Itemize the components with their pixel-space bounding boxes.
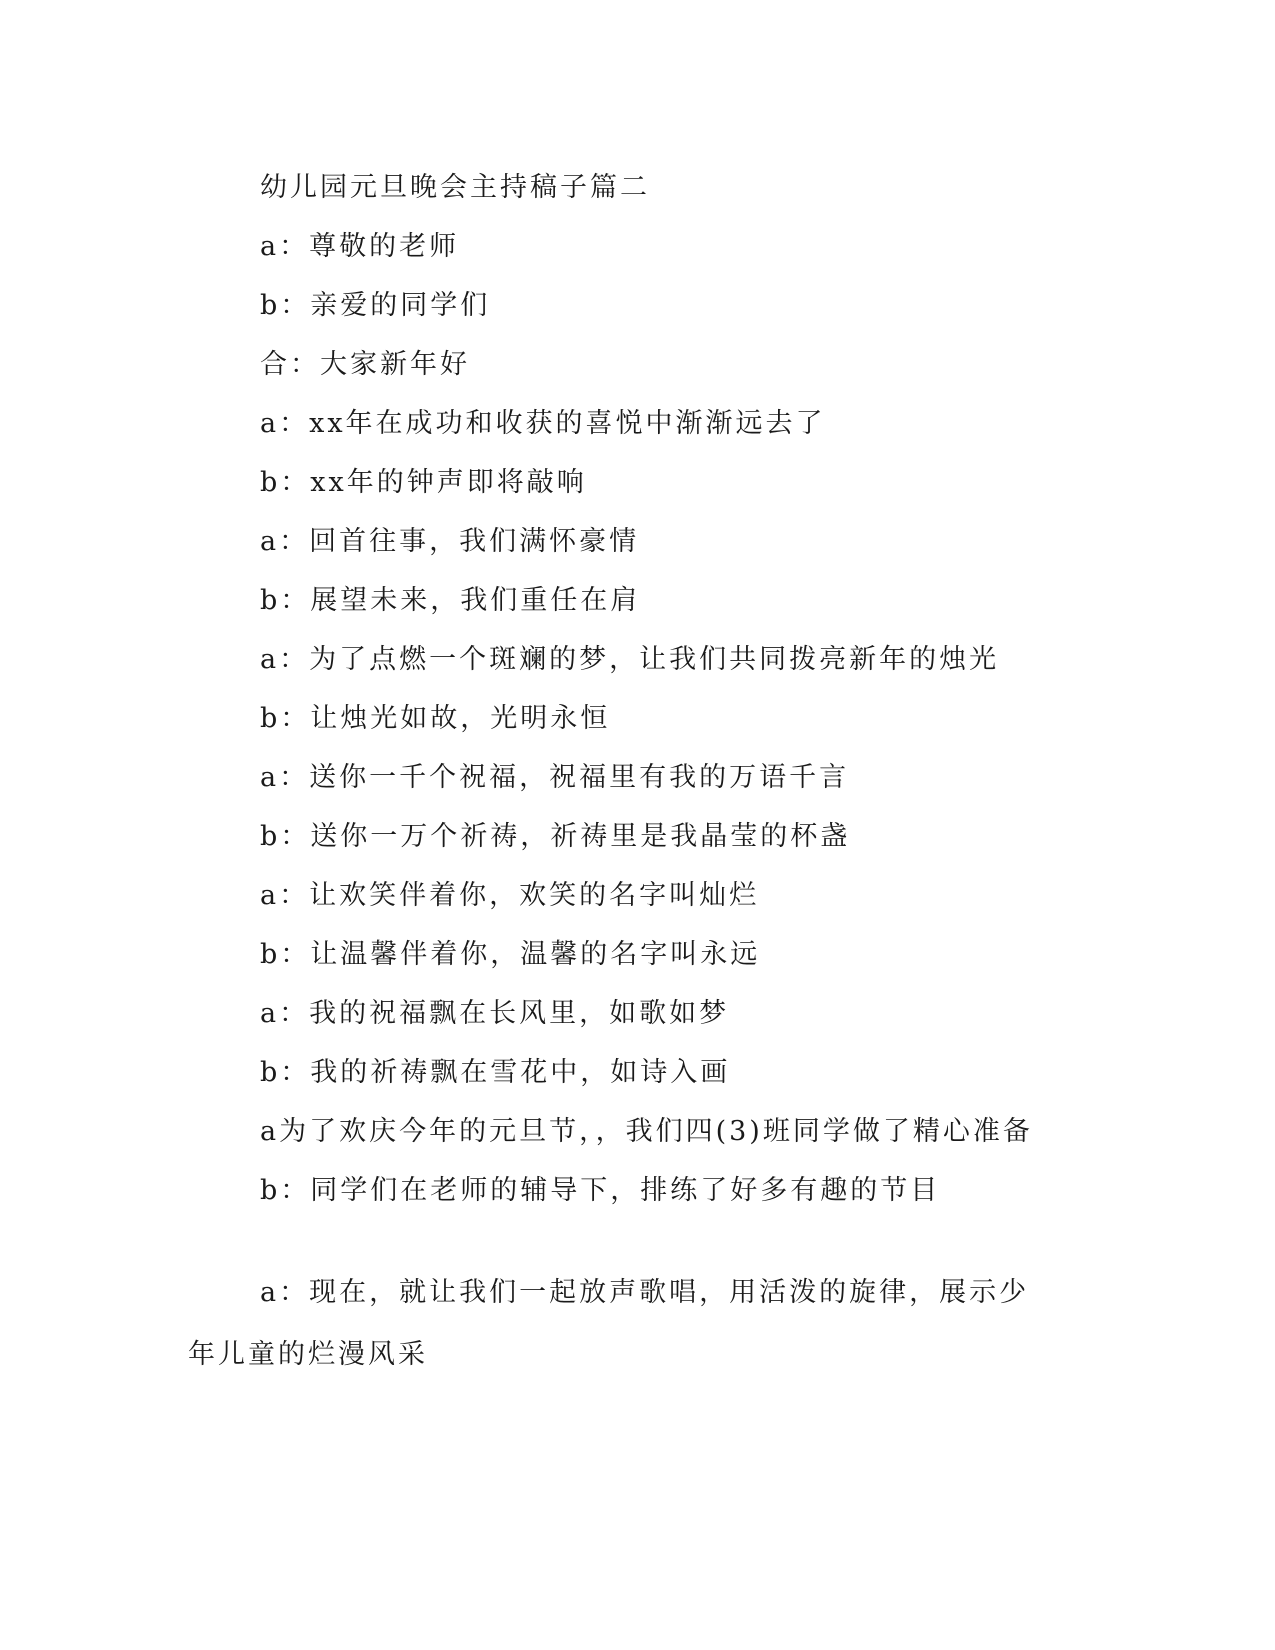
script-line: a：回首往事，我们满怀豪情 xyxy=(260,526,640,557)
script-line: b：xx年的钟声即将敲响 xyxy=(260,467,587,498)
script-line: a：送你一千个祝福，祝福里有我的万语千言 xyxy=(260,762,850,793)
script-line: a：我的祝福飘在长风里，如歌如梦 xyxy=(260,998,730,1029)
script-line: b：同学们在老师的辅导下，排练了好多有趣的节目 xyxy=(260,1175,941,1206)
script-line: b：让烛光如故，光明永恒 xyxy=(260,703,611,734)
script-line: b：让温馨伴着你，温馨的名字叫永远 xyxy=(260,939,761,970)
script-line: a：xx年在成功和收获的喜悦中渐渐远去了 xyxy=(260,408,826,439)
script-line: 合：大家新年好 xyxy=(260,349,470,380)
script-line: b：送你一万个祈祷，祈祷里是我晶莹的杯盏 xyxy=(260,821,851,852)
script-line: a：让欢笑伴着你，欢笑的名字叫灿烂 xyxy=(260,880,760,911)
document-title: 幼儿园元旦晚会主持稿子篇二 xyxy=(260,172,650,203)
script-line: b：亲爱的同学们 xyxy=(260,290,491,321)
script-line: a：尊敬的老师 xyxy=(260,231,460,262)
final-paragraph: a：现在，就让我们一起放声歌唱，用活泼的旋律，展示少年儿童的烂漫风采 xyxy=(188,1277,1030,1370)
script-line: a：为了点燃一个斑斓的梦，让我们共同拨亮新年的烛光 xyxy=(260,644,1000,675)
script-line: b：我的祈祷飘在雪花中，如诗入画 xyxy=(260,1057,731,1088)
script-line: a为了欢庆今年的元旦节，，我们四(3)班同学做了精心准备 xyxy=(260,1116,1033,1147)
script-line: b：展望未来，我们重任在肩 xyxy=(260,585,641,616)
